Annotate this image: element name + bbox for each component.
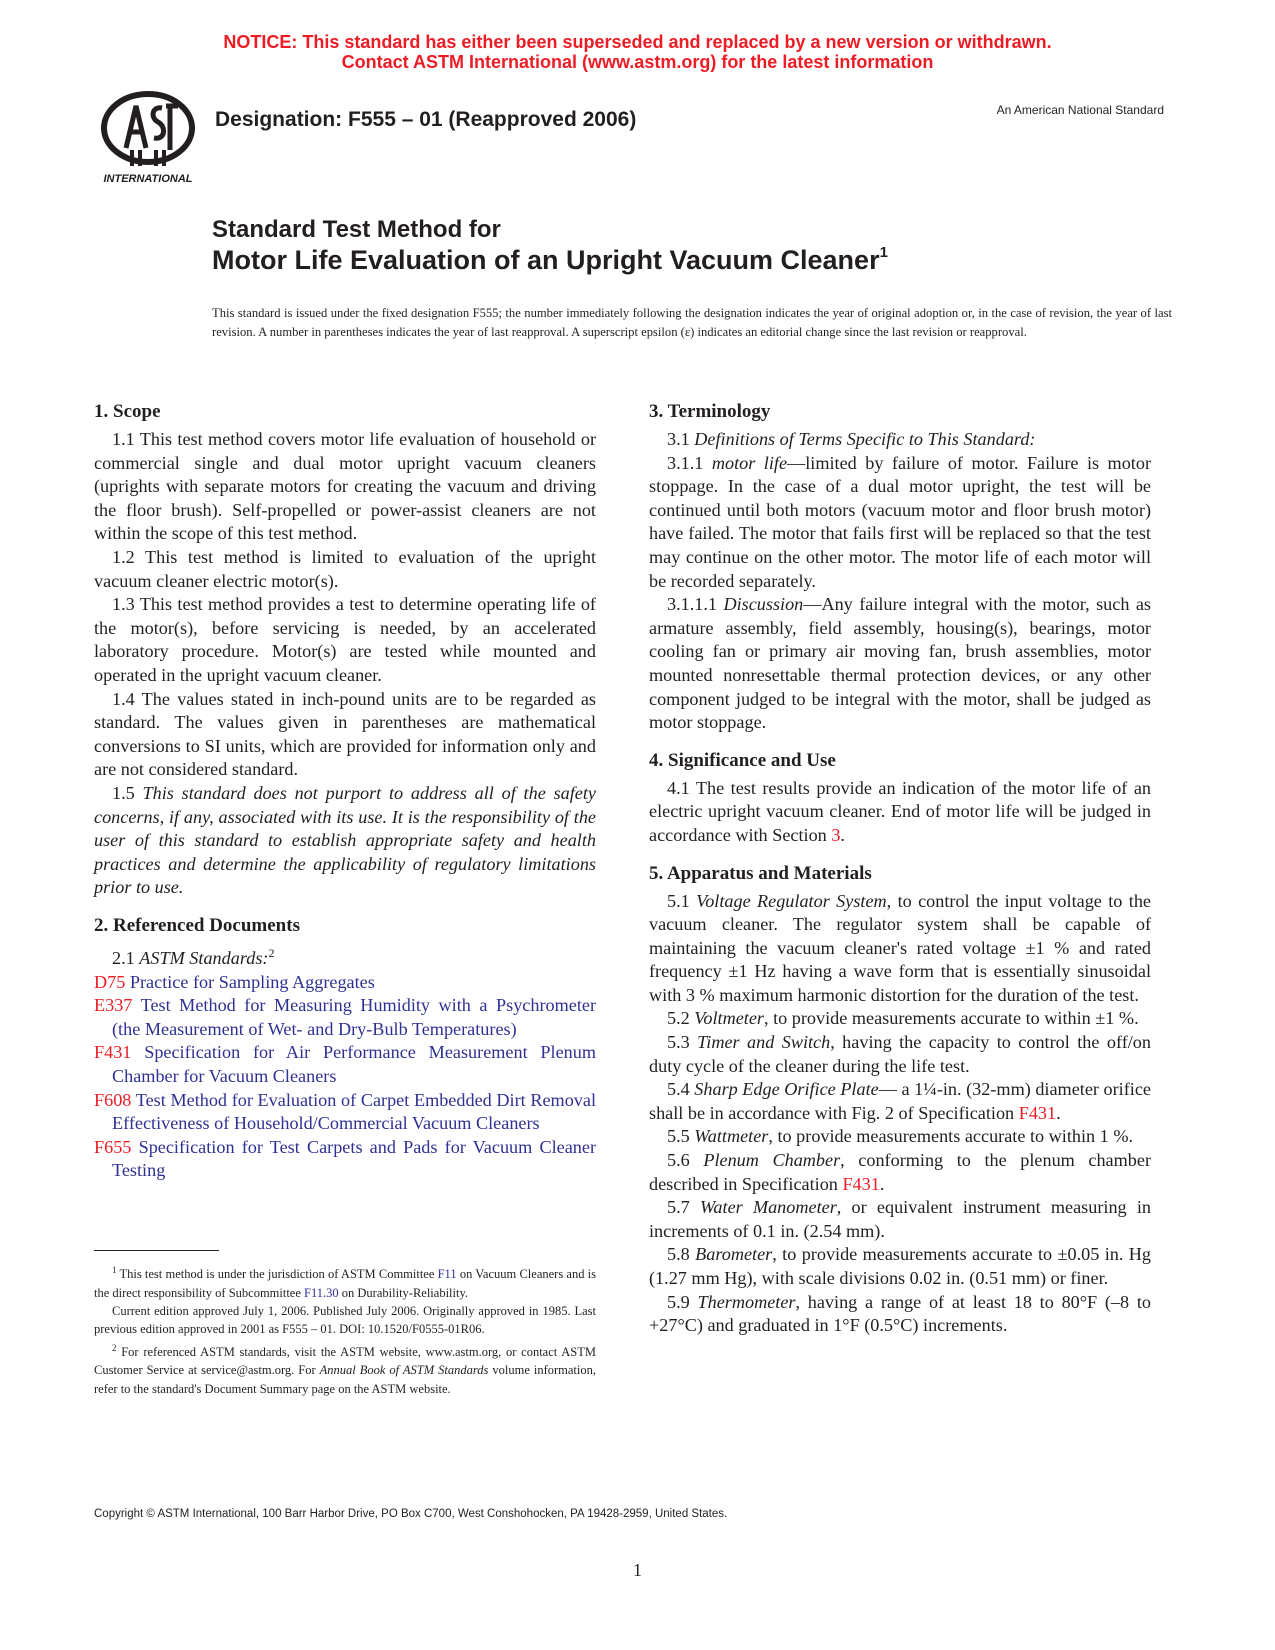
footnotes	[94, 1261, 596, 1398]
title-line-2	[212, 245, 888, 276]
para-1-5-num: 1.5	[112, 782, 143, 803]
para-2-1-num: 2.1	[112, 947, 140, 968]
notice-line-2: Contact ASTM International (www.astm.org) for the latest information	[341, 52, 934, 72]
section-heading-scope: 1. Scope	[94, 401, 161, 422]
astm-logo	[96, 88, 200, 186]
apparatus-item: 5.8 Barometer, to provide measurements accurate to ±0.05 in. Hg (1.27 mm Hg), with scale divisions 0.02 in. (0.51 mm) or finer.	[649, 1244, 1152, 1288]
apparatus-item: 5.4 Sharp Edge Orifice Plate— a 1¼-in. (32-mm) diameter orifice shall be in accordance with Fig. 2 of Specification F431.	[649, 1079, 1151, 1123]
footnote-1-edition: Current edition approved July 1, 2006. Published July 2006. Originally approved in 1985. Last previous edition approved in 2001 as F555 – 01. DOI: 10.1520/F0555-01R06.	[94, 1303, 596, 1337]
para-1-3: 1.3 This test method provides a test to determine operating life of the motor(s), before servicing is needed, by an accelerated laboratory procedure. Motor(s) are tested while mounted and operated in the upright vacuum cleaner.	[94, 594, 596, 685]
issue-note: This standard is issued under the fixed designation F555; the number immediately following the designation indicates the year of original adoption or, in the case of revision, the year of last revision. A number in parentheses indicates the year of last reapproval. A superscript epsilon (ε) indicates an editorial change since the last revision or reapproval.	[212, 306, 1172, 339]
supersede-notice	[0, 32, 1275, 72]
reference-code: E337	[94, 995, 133, 1016]
section-heading-significance: 4. Significance and Use	[649, 749, 836, 771]
reference-title: Specification for Air Performance Measurement Plenum Chamber for Vacuum Cleaners	[112, 1042, 597, 1086]
section-3-link[interactable]: 3	[831, 824, 841, 845]
title-line-1: Standard Test Method for	[212, 216, 501, 243]
section-heading-terminology: 3. Terminology	[649, 401, 771, 422]
page-number: 1	[633, 1560, 642, 1580]
footnote-rule	[94, 1250, 219, 1251]
f431-link[interactable]: F431	[1018, 1102, 1057, 1123]
subcommittee-link[interactable]: F11.30	[304, 1285, 339, 1300]
para-1-1: 1.1 This test method covers motor life evaluation of household or commercial single and dual motor upright vacuum cleaners (uprights with separate motors for creating the vacuum and driving the floor brush). Self-propelled or power-assist cleaners are not within the scope of this test method.	[94, 429, 596, 544]
committee-link[interactable]: F11	[437, 1267, 457, 1282]
reference-item[interactable]	[94, 1041, 596, 1088]
apparatus-item: 5.7 Water Manometer, or equivalent instrument measuring in increments of 0.1 in. (2.54 mm).	[649, 1197, 1152, 1241]
reference-code: F608	[94, 1089, 132, 1110]
reference-item[interactable]	[94, 1089, 596, 1136]
footnote-2: $^2$ For referenced ASTM standards, visit the ASTM website, www.astm.org, or contact ASTM Customer Service at service@astm.org. For Annual Book of ASTM Standards volume information, refer to the standard's Document Summary page on the ASTM website.	[94, 1342, 597, 1396]
apparatus-item: 5.5 Wattmeter, to provide measurements accurate to within 1 %.	[667, 1126, 1134, 1147]
para-3-1-1: 3.1.1 motor life—limited by failure of motor. Failure is motor stoppage. In the case of a dual motor upright, the test will be continued until both motors (vacuum motor and floor brush motor) have failed. The motor that fails first will be replaced so that the test may continue on the other motor. The motor life of each motor will be recorded separately.	[649, 452, 1151, 591]
footnote-ref-2[interactable]: 2	[268, 945, 275, 960]
reference-item[interactable]	[94, 971, 596, 995]
para-1-2: 1.2 This test method is limited to evaluation of the upright vacuum cleaner electric motor(s).	[94, 546, 596, 591]
notice-line-1: NOTICE: This standard has either been superseded and replaced by a new version or withdrawn.	[223, 32, 1052, 52]
reference-item[interactable]	[94, 994, 596, 1041]
copyright: Copyright © ASTM International, 100 Barr Harbor Drive, PO Box C700, West Conshohocken, PA 19428-2959, United States.	[94, 1508, 728, 1520]
title-text: Motor Life Evaluation of an Upright Vacuum Cleaner	[212, 245, 880, 275]
apparatus-item: 5.2 Voltmeter, to provide measurements accurate to within ±1 %.	[667, 1008, 1139, 1029]
reference-code: F655	[94, 1136, 132, 1157]
title-footnote-ref[interactable]: 1	[879, 244, 888, 261]
apparatus-item: 5.3 Timer and Switch, having the capacity to control the off/on duty cycle of the cleaner during the life test.	[649, 1032, 1151, 1076]
reference-item[interactable]	[94, 1136, 596, 1183]
para-4-1: 4.1 The test results provide an indication of the motor life of an electric upright vacuum cleaner. End of motor life will be judged in accordance with Section 3.	[649, 777, 1151, 845]
reference-title: Practice for Sampling Aggregates	[129, 971, 375, 992]
apparatus-item: 5.9 Thermometer, having a range of at least 18 to 80°F (–8 to +27°C) and graduated in 1°F (0.5°C) increments.	[649, 1291, 1152, 1336]
para-1-4: 1.4 The values stated in inch-pound units are to be regarded as standard. The values given in parentheses are mathematical conversions to SI units, which are provided for information only and are not considered standard.	[94, 688, 596, 780]
reference-code: F431	[94, 1042, 132, 1063]
para-2-1-text: ASTM Standards:	[139, 947, 269, 968]
american-national-standard: An American National Standard	[996, 103, 1164, 117]
para-3-1: 3.1 Definitions of Terms Specific to This Standard:	[667, 429, 1036, 449]
reference-code: D75	[94, 971, 126, 992]
para-3-1-1-1: 3.1.1.1 Discussion—Any failure integral with the motor, such as armature assembly, field assembly, housing(s), bearings, motor cooling fan or primary air moving fan, brush assemblies, motor mounted nonresettable thermal protection devices, or any other component judged to be integral with the motor, shall be judged as motor stoppage.	[649, 594, 1151, 733]
para-1-5-text: This standard does not purport to address all of the safety concerns, if any, associated with its use. It is the responsibility of the user of this standard to establish appropriate safety and health practices and determine the applicability of regulatory limitations prior to use.	[94, 782, 596, 898]
reference-title: Test Method for Measuring Humidity with a Psychrometer (the Measurement of Wet- and Dry-Bulb Temperatures)	[112, 995, 597, 1039]
para-2-1	[94, 942, 596, 971]
right-column	[649, 400, 1151, 1338]
left-column	[94, 400, 596, 1183]
f431-link[interactable]: F431	[842, 1173, 880, 1194]
section-heading-referenced: 2. Referenced Documents	[94, 914, 300, 936]
apparatus-item: 5.1 Voltage Regulator System, to control the input voltage to the vacuum cleaner. The regulator system shall be capable of maintaining the vacuum cleaner's rated voltage ±1 % and rated frequency ±1 Hz having a wave form that is essentially sinusoidal with 3 % maximum harmonic distortion for the duration of the test.	[649, 890, 1151, 1005]
para-1-5	[94, 782, 596, 900]
reference-list	[94, 971, 596, 1183]
designation: Designation: F555 – 01 (Reapproved 2006)	[215, 108, 637, 131]
apparatus-item: 5.6 Plenum Chamber, conforming to the plenum chamber described in Specification F431.	[649, 1150, 1152, 1194]
footnote-1: $^1$ This test method is under the jurisdiction of ASTM Committee F11 on Vacuum Cleaners and is the direct responsibility of Subcommittee F11.30 on Durability-Reliability.	[94, 1265, 596, 1300]
reference-title: Specification for Test Carpets and Pads for Vacuum Cleaner Testing	[112, 1136, 597, 1181]
section-heading-apparatus: 5. Apparatus and Materials	[649, 862, 872, 884]
reference-title: Test Method for Evaluation of Carpet Embedded Dirt Removal Effectiveness of Household/Commercial Vacuum Cleaners	[112, 1089, 597, 1134]
logo-wordmark: INTERNATIONAL	[103, 173, 193, 185]
